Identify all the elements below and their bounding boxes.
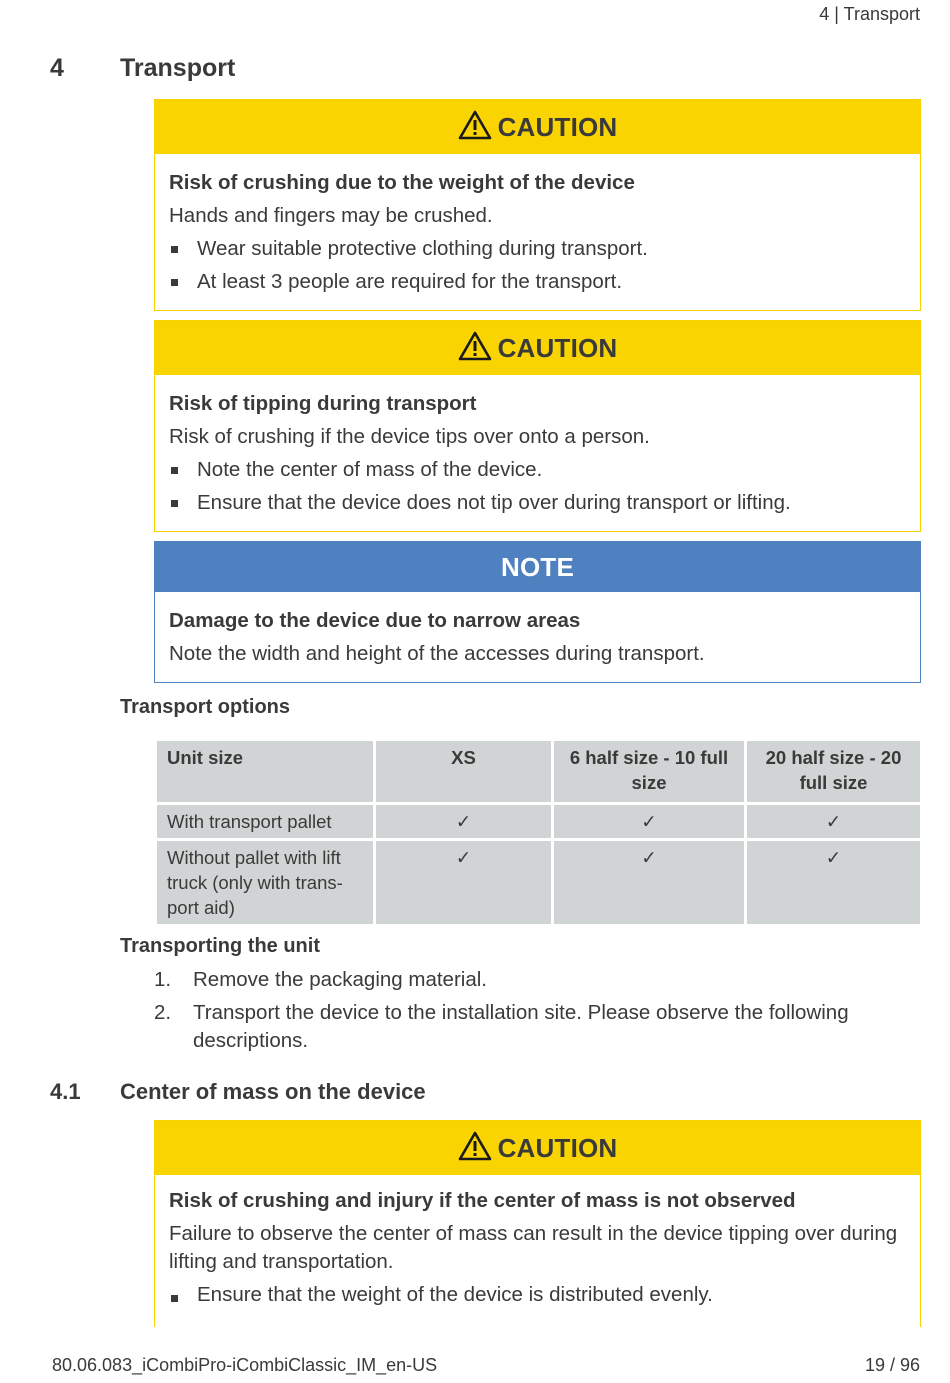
- caution-bullet: Ensure that the device does not tip over during transport or lifting.: [169, 486, 906, 519]
- check-mark: ✓: [554, 805, 744, 838]
- chapter-heading: [50, 54, 235, 83]
- caution-box-tipping: [154, 320, 921, 532]
- caution-header: [155, 321, 920, 375]
- table-cell: With transport pallet: [157, 805, 373, 838]
- caution-box-center-of-mass: [154, 1120, 921, 1327]
- section-number: 4.1: [50, 1079, 81, 1104]
- caution-title: Risk of tipping during transport: [169, 392, 477, 415]
- list-item: [154, 999, 894, 1055]
- caution-header: [155, 100, 920, 154]
- caution-signal-word: CAUTION: [497, 332, 618, 363]
- footer-document-id: 80.06.083_iCombiPro-iCombiClassic_IM_en-US: [52, 1355, 438, 1375]
- check-mark: ✓: [376, 841, 551, 924]
- table-cell: Without pallet with lift truck (only with trans-port aid): [157, 841, 373, 924]
- transport-steps: [154, 966, 894, 1060]
- transporting-heading: Transporting the unit: [120, 935, 320, 957]
- note-text: Note the width and height of the accesses during transport.: [169, 642, 705, 665]
- table-row: [157, 805, 920, 838]
- step-text: Remove the packaging material.: [193, 968, 487, 991]
- caution-bullet: At least 3 people are required for the transport.: [169, 265, 906, 298]
- chapter-title: Transport: [120, 54, 236, 82]
- caution-text: Failure to observe the center of mass can result in the device tipping over during lifting and transportation.: [169, 1222, 898, 1273]
- list-item: [154, 966, 894, 994]
- column-header: 6 half size - 10 full size: [554, 741, 744, 802]
- note-title: Damage to the device due to narrow areas: [169, 609, 581, 632]
- check-mark: ✓: [554, 841, 744, 924]
- transport-options-table: [154, 738, 923, 927]
- column-header: Unit size: [157, 741, 373, 802]
- running-header: 4 | Transport: [819, 4, 920, 24]
- caution-title: Risk of crushing due to the weight of the device: [169, 171, 635, 194]
- chapter-number: 4: [50, 54, 64, 82]
- step-number: 2.: [154, 1001, 172, 1024]
- caution-box-weight: [154, 99, 921, 311]
- column-header: 20 half size - 20 full size: [747, 741, 920, 802]
- caution-text: Risk of crushing if the device tips over onto a person.: [169, 425, 650, 448]
- warning-triangle-icon: [458, 1131, 492, 1161]
- caution-bullet: Ensure that the weight of the device is distributed evenly.: [169, 1281, 906, 1309]
- note-signal-word: NOTE: [500, 551, 575, 582]
- check-mark: ✓: [747, 805, 920, 838]
- caution-signal-word: CAUTION: [497, 111, 618, 142]
- step-number: 1.: [154, 968, 172, 991]
- check-mark: ✓: [376, 805, 551, 838]
- section-title: Center of mass on the device: [120, 1079, 426, 1104]
- caution-header: [155, 1121, 920, 1175]
- step-text: Transport the device to the installation site. Please observe the following descriptions.: [193, 1001, 849, 1052]
- caution-bullet: Note the center of mass of the device.: [169, 453, 906, 486]
- footer-page-number: 19 / 96: [864, 1355, 920, 1375]
- warning-triangle-icon: [458, 331, 492, 361]
- warning-triangle-icon: [458, 110, 492, 140]
- column-header: XS: [376, 741, 551, 802]
- check-mark: ✓: [747, 841, 920, 924]
- table-row: [157, 841, 920, 924]
- caution-title: Risk of crushing and injury if the center of mass is not observed: [169, 1189, 796, 1212]
- note-header: [155, 542, 920, 592]
- table-header-row: [157, 741, 920, 802]
- note-box-narrow-areas: [154, 541, 921, 683]
- section-heading: [50, 1079, 426, 1105]
- caution-text: Hands and fingers may be crushed.: [169, 204, 493, 227]
- caution-bullet: Wear suitable protective clothing during transport.: [169, 232, 906, 265]
- caution-signal-word: CAUTION: [497, 1132, 618, 1163]
- transport-options-heading: Transport options: [120, 696, 290, 718]
